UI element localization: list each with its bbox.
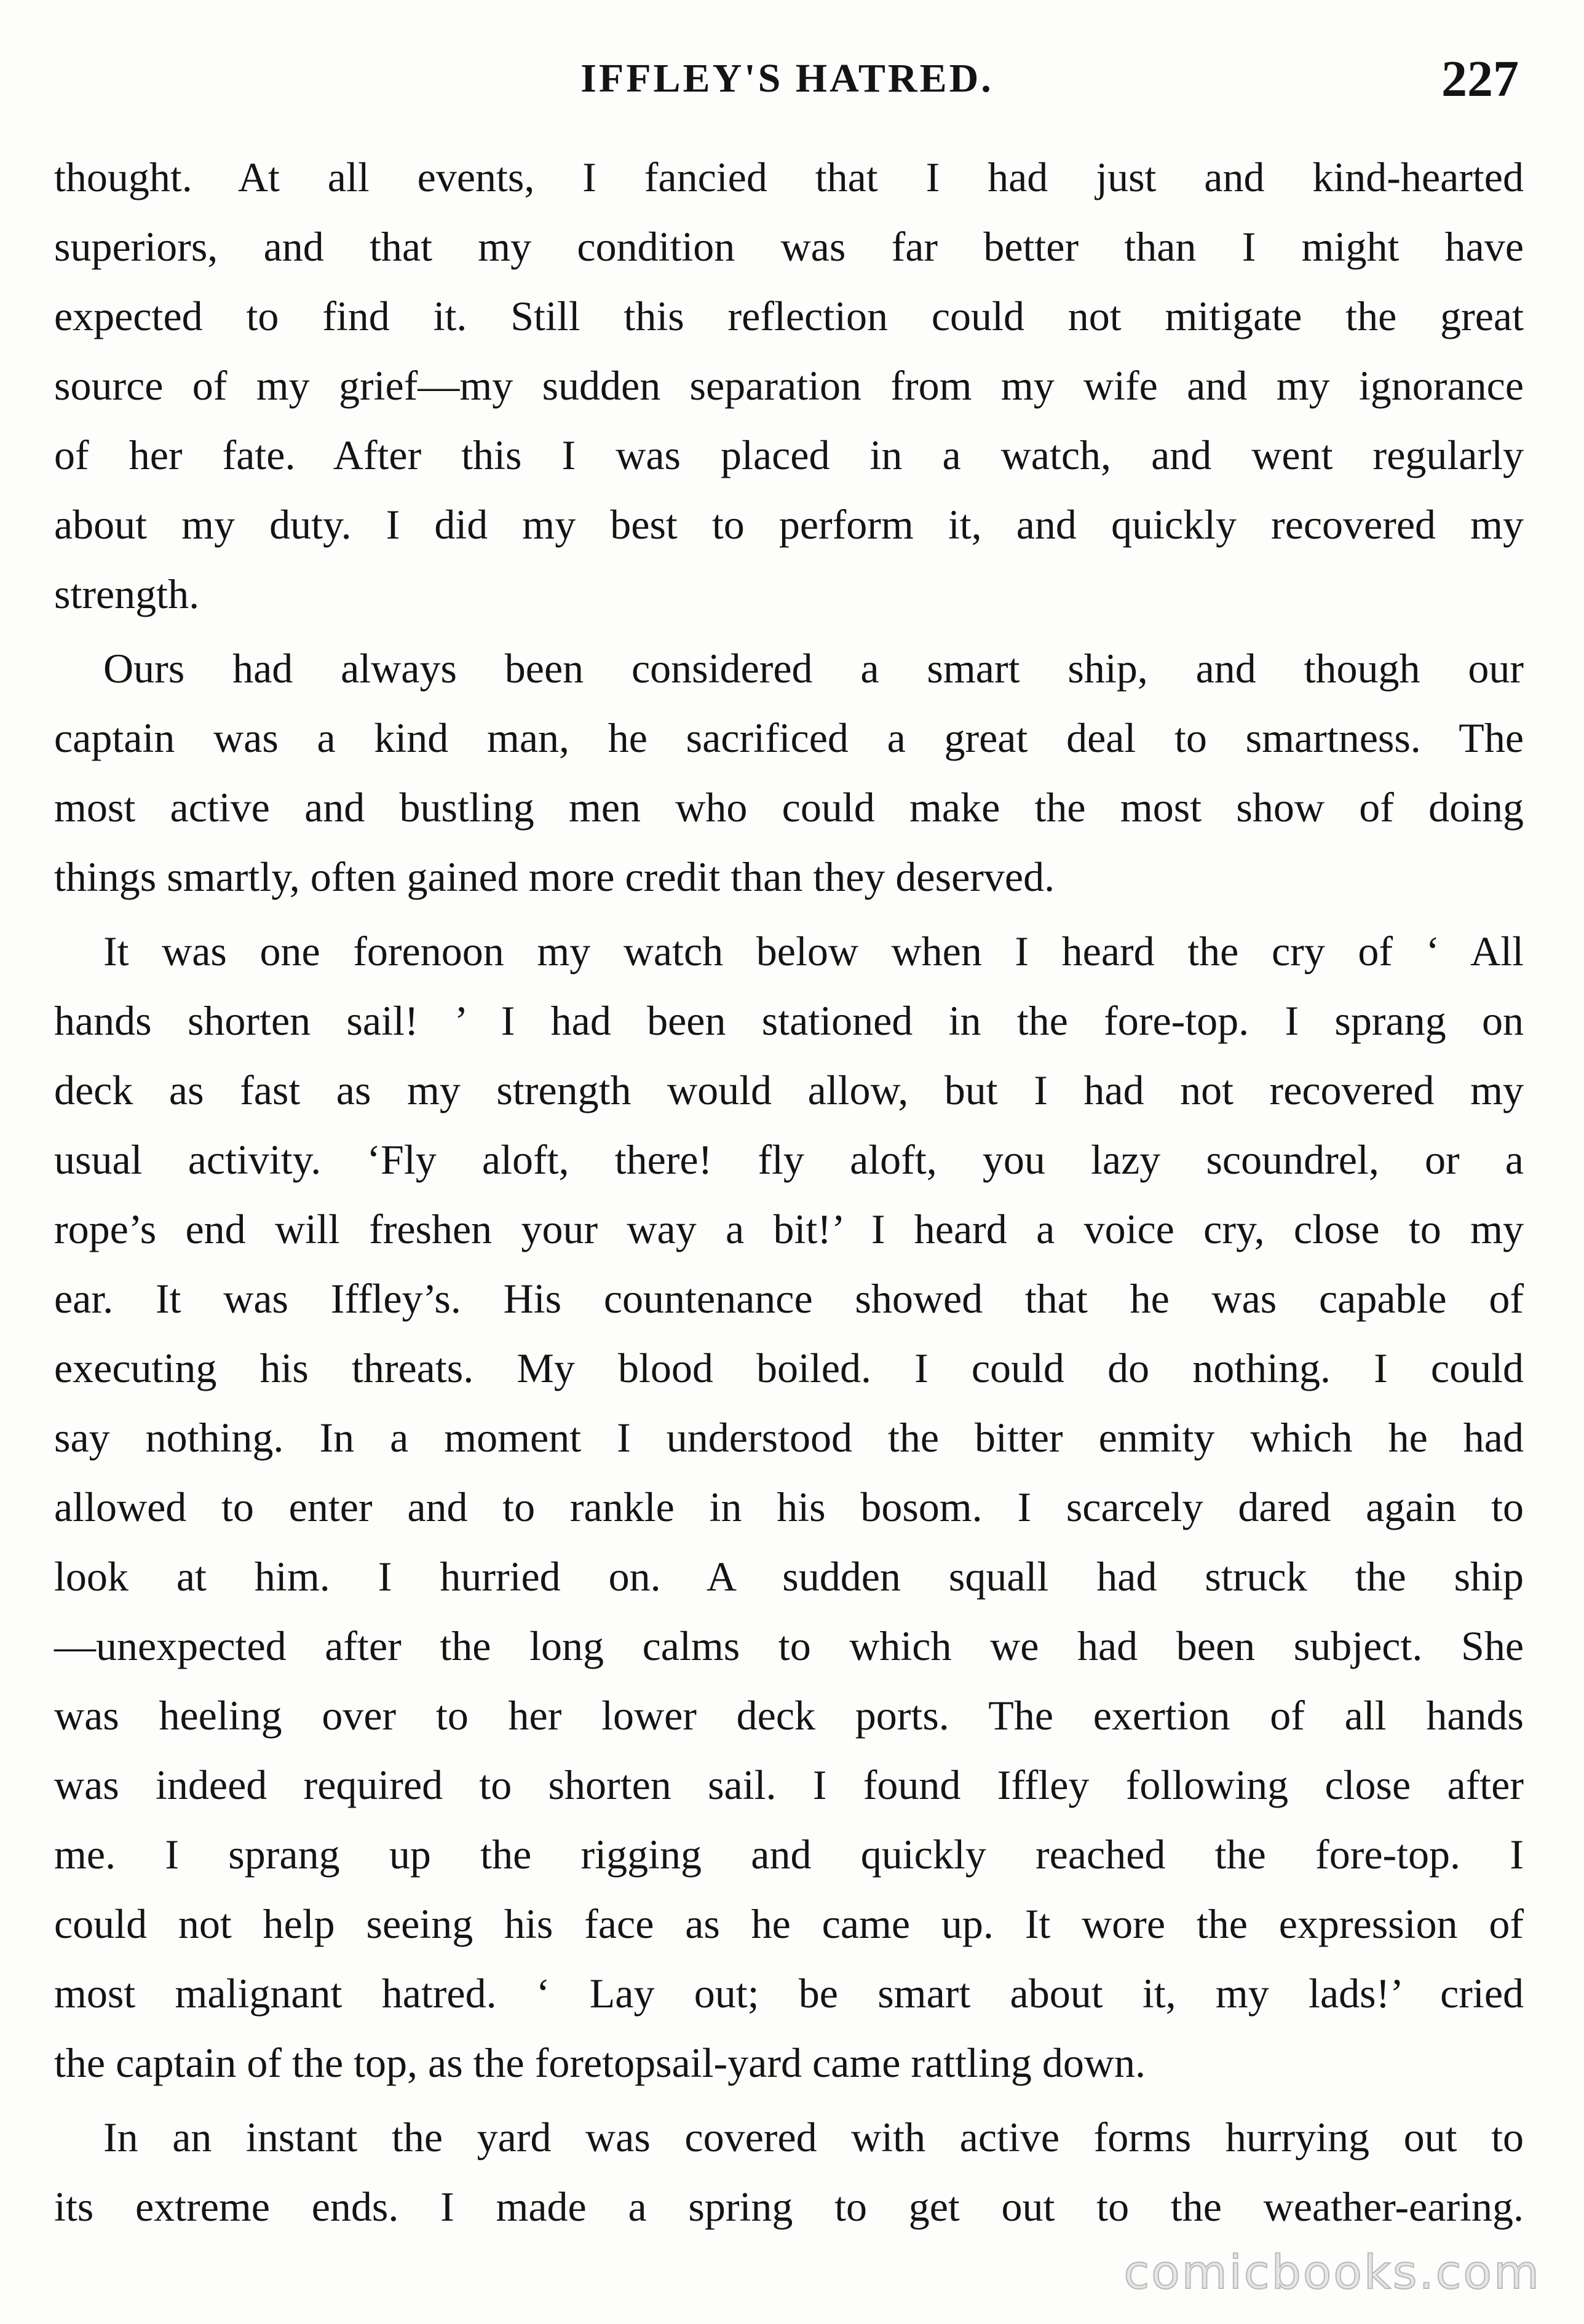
text-line: thought. At all events, I fancied that I had just and kind-hearted xyxy=(54,154,1524,200)
text-line: strength. xyxy=(54,571,200,617)
text-line: captain was a kind man, he sacrificed a great deal to smartness. The xyxy=(54,714,1524,761)
page-number: 227 xyxy=(1441,50,1519,108)
text-line: look at him. I hurried on. A sudden squall had struck the ship xyxy=(54,1553,1524,1600)
paragraph xyxy=(54,634,1524,912)
text-line: about my duty. I did my best to perform it, and quickly recovered my xyxy=(54,501,1524,548)
text-line: It was one forenoon my watch below when I heard the cry of ‘ All xyxy=(103,928,1524,974)
running-title: IFFLEY'S HATRED. xyxy=(580,56,994,101)
text-line: allowed to enter and to rankle in his bosom. I scarcely dared again to xyxy=(54,1484,1524,1530)
text-line: usual activity. ‘Fly aloft, there! fly aloft, you lazy scoundrel, or a xyxy=(54,1136,1524,1183)
text-line: most malignant hatred. ‘ Lay out; be smart about it, my lads!’ cried xyxy=(54,1970,1524,2017)
text-line: superiors, and that my condition was far better than I might have xyxy=(54,223,1524,270)
text-line: its extreme ends. I made a spring to get out to the weather-earing. xyxy=(54,2183,1524,2230)
text-line: most active and bustling men who could make the most show of doing xyxy=(54,784,1524,831)
text-line: executing his threats. My blood boiled. I could do nothing. I could xyxy=(54,1345,1524,1391)
text-line: was indeed required to shorten sail. I found Iffley following close after xyxy=(54,1761,1524,1808)
text-line: was heeling over to her lower deck ports. The exertion of all hands xyxy=(54,1692,1524,1739)
watermark: comicbooks.com xyxy=(1123,2245,1541,2299)
text-line: ear. It was Iffley’s. His countenance showed that he was capable of xyxy=(54,1275,1524,1322)
text-line: rope’s end will freshen your way a bit!’ I heard a voice cry, close to my xyxy=(54,1206,1524,1252)
text-line: Ours had always been considered a smart ship, and though our xyxy=(103,645,1524,692)
running-head xyxy=(55,50,1519,108)
text-line: deck as fast as my strength would allow, but I had not recovered my xyxy=(54,1067,1524,1113)
text-line: expected to find it. Still this reflection could not mitigate the great xyxy=(54,293,1524,339)
text-line: say nothing. In a moment I understood the bitter enmity which he had xyxy=(54,1414,1524,1461)
paragraph xyxy=(54,917,1524,2098)
paragraph xyxy=(54,2103,1524,2242)
text-line: could not help seeing his face as he came up. It wore the expression of xyxy=(54,1900,1524,1947)
text-line: In an instant the yard was covered with active forms hurrying out to xyxy=(103,2114,1524,2160)
text-line: the captain of the top, as the foretopsail-yard came rattling down. xyxy=(54,2039,1146,2086)
text-line: things smartly, often gained more credit than they deserved. xyxy=(54,853,1055,900)
text-line: of her fate. After this I was placed in a watch, and went regularly xyxy=(54,432,1524,478)
text-line: hands shorten sail! ’ I had been stationed in the fore-top. I sprang on xyxy=(54,997,1524,1044)
text-line: —unexpected after the long calms to which we had been subject. She xyxy=(54,1622,1524,1669)
text-line: me. I sprang up the rigging and quickly reached the fore-top. I xyxy=(54,1831,1524,1878)
paragraph xyxy=(54,143,1524,629)
body-text xyxy=(54,143,1524,2242)
text-line: source of my grief—my sudden separation from my wife and my ignorance xyxy=(54,362,1524,409)
